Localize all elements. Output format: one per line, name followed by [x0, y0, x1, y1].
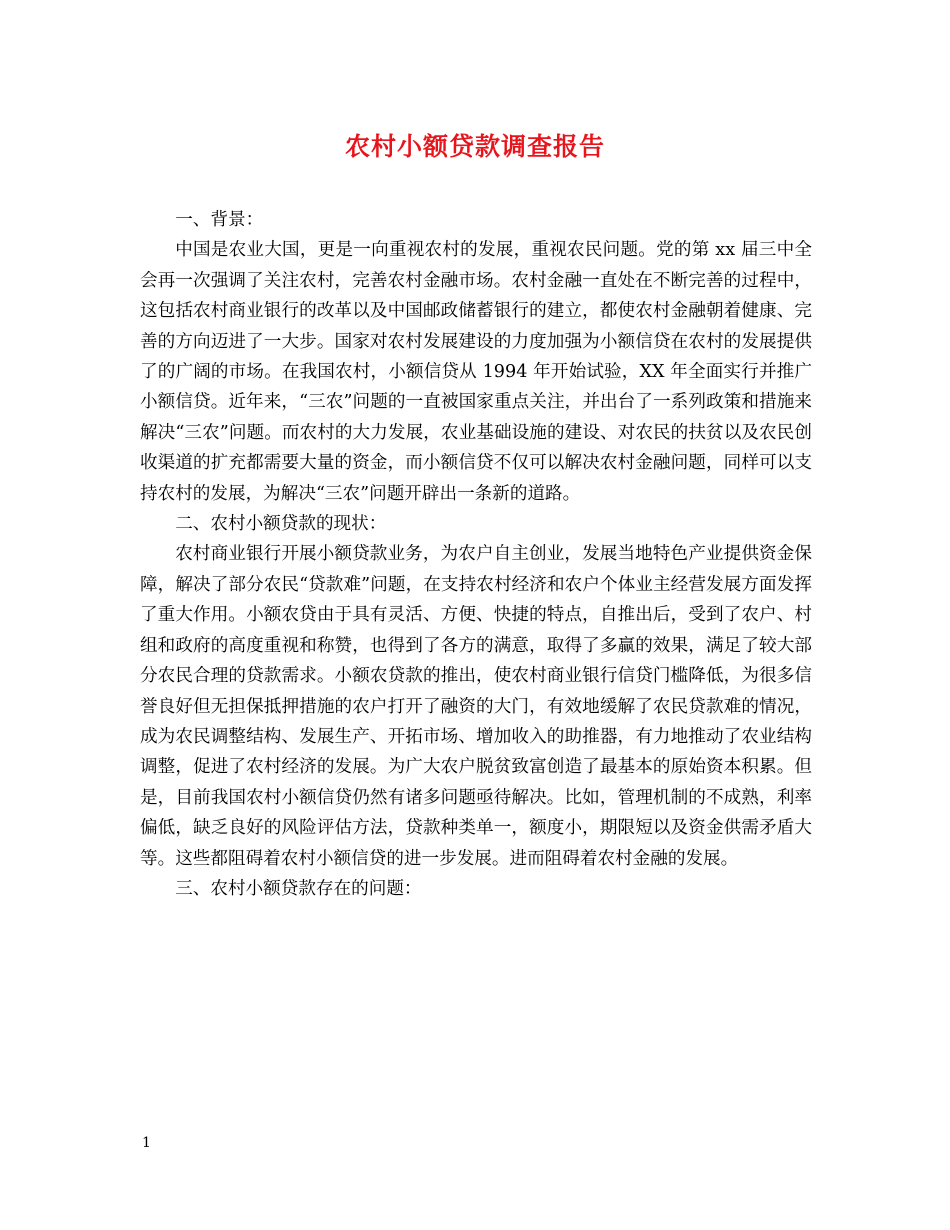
section-heading-background: 一、背景：	[175, 210, 264, 230]
paragraph-background: 中国是农业大国，更是一向重视农村的发展，重视农民问题。党的第 xx 届三中全会再一次强调了关注农村，完善农村金融市场。农村金融一直处在不断完善的过程中，这包括农村商业银行的改革以及中国邮政储蓄银行的建立，都使农村金融朝着健康、完善的方向迈进了一大步。国家对农村发展建设的力度加强为小额信贷在农村的发展提供了的广阔的市场。在我国农村，小额信贷从 1994 年开始试验，XX 年全面实行并推广小额信贷。近年来，“三农”问题的一直被国家重点关注，并出台了一系列政策和措施来解决“三农”问题。而农村的大力发展，农业基础设施的建设、对农民的扶贫以及农民创收渠道的扩充都需要大量的资金，而小额信贷不仅可以解决农村金融问题，同样可以支持农村的发展，为解决“三农”问题开辟出一条新的道路。	[140, 240, 812, 504]
document-body	[140, 205, 812, 904]
document-title: 农村小额贷款调查报告	[344, 132, 605, 161]
page-number: 1	[142, 1135, 151, 1151]
section-heading-status: 二、农村小额贷款的现状：	[175, 514, 387, 535]
paragraph-status: 农村商业银行开展小额贷款业务，为农户自主创业，发展当地特色产业提供资金保障，解决了部分农民“贷款难”问题，在支持农村经济和农户个体业主经营发展方面发挥了重大作用。小额农贷由于具有灵活、方便、快捷的特点，自推出后，受到了农户、村组和政府的高度重视和称赞，也得到了各方的满意，取得了多赢的效果，满足了较大部分农民合理的贷款需求。小额农贷款的推出，使农村商业银行信贷门槛降低，为很多信誉良好但无担保抵押措施的农户打开了融资的大门，有效地缓解了农民贷款难的情况，成为农民调整结构、发展生产、开拓市场、增加收入的助推器，有力地推动了农业结构调整，促进了农村经济的发展。为广大农户脱贫致富创造了最基本的原始资本积累。但是，目前我国农村小额信贷仍然有诸多问题亟待解决。比如，管理机制的不成熟，利率偏低，缺乏良好的风险评估方法，贷款种类单一，额度小，期限短以及资金供需矛盾大等。这些都阻碍着农村小额信贷的进一步发展。进而阻碍着农村金融的发展。	[140, 544, 812, 869]
section-heading-problems: 三、农村小额贷款存在的问题：	[175, 878, 422, 899]
